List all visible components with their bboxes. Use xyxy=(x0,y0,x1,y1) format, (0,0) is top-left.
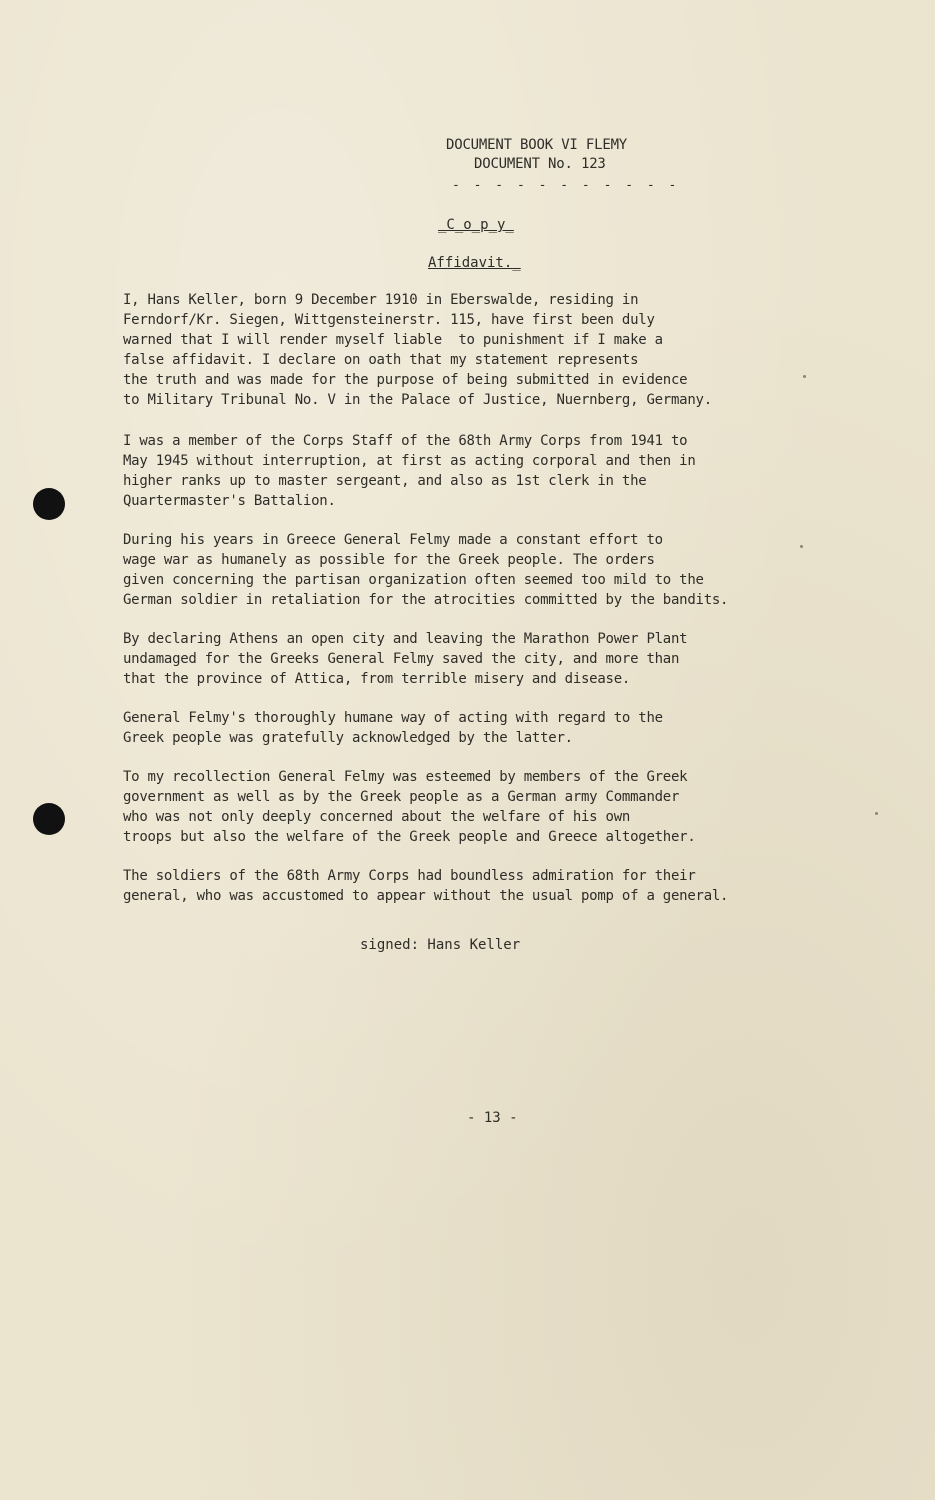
punch-hole-top xyxy=(33,488,65,520)
header-document-number: DOCUMENT No. 123 xyxy=(474,156,606,172)
paper-speck xyxy=(875,812,878,815)
affidavit-body xyxy=(123,290,863,925)
header-book-line: DOCUMENT BOOK VI FLEMY xyxy=(446,137,628,153)
paragraph-athens: By declaring Athens an open city and leaving the Marathon Power Plant undamaged for the Greeks General Felmy saved the city, and more than that the province of Attica, from terrible misery and disease. xyxy=(123,631,688,687)
copy-label: _C_o_p_y_ xyxy=(438,217,514,233)
signature-line: signed: Hans Keller xyxy=(360,937,521,953)
affidavit-title: Affidavit._ xyxy=(428,255,521,271)
paragraph-greece-conduct: During his years in Greece General Felmy made a constant effort to wage war as humanely as possible for the Greek people. The orders given concerning the partisan organization often seemed too mild to the German soldier in retaliation for the atrocities committed by the bandits. xyxy=(123,532,729,608)
paragraph-humane: General Felmy's thoroughly humane way of acting with regard to the Greek people was gratefully acknowledged by the latter. xyxy=(123,710,663,746)
paragraph-oath: I, Hans Keller, born 9 December 1910 in Eberswalde, residing in Ferndorf/Kr. Siegen, Wittgensteinerstr. 115, have first been duly warned that I will render myself liable to punishment if I make a false affidavit. I declare on oath that my statement represents the truth and was made for the purpose of being submitted in evidence to Military Tribunal No. V in the Palace of Justice, Nuernberg, Germany. xyxy=(123,292,712,408)
paragraph-service: I was a member of the Corps Staff of the 68th Army Corps from 1941 to May 1945 without interruption, at first as acting corporal and then in higher ranks up to master sergeant, and also as 1st clerk in the Quartermaster's Battalion. xyxy=(123,433,696,509)
document-header xyxy=(446,136,679,195)
paragraph-esteem: To my recollection General Felmy was esteemed by members of the Greek government as well as by the Greek people as a German army Commander who was not only deeply concerned about the welfare of his own troops but also the welfare of the Greek people and Greece altogether. xyxy=(123,769,696,845)
page-number: - 13 - xyxy=(467,1110,518,1126)
punch-hole-bottom xyxy=(33,803,65,835)
paragraph-admiration: The soldiers of the 68th Army Corps had boundless admiration for their general, who was accustomed to appear without the usual pomp of a general. xyxy=(123,868,729,904)
header-dashed-rule: - - - - - - - - - - - xyxy=(452,178,680,193)
